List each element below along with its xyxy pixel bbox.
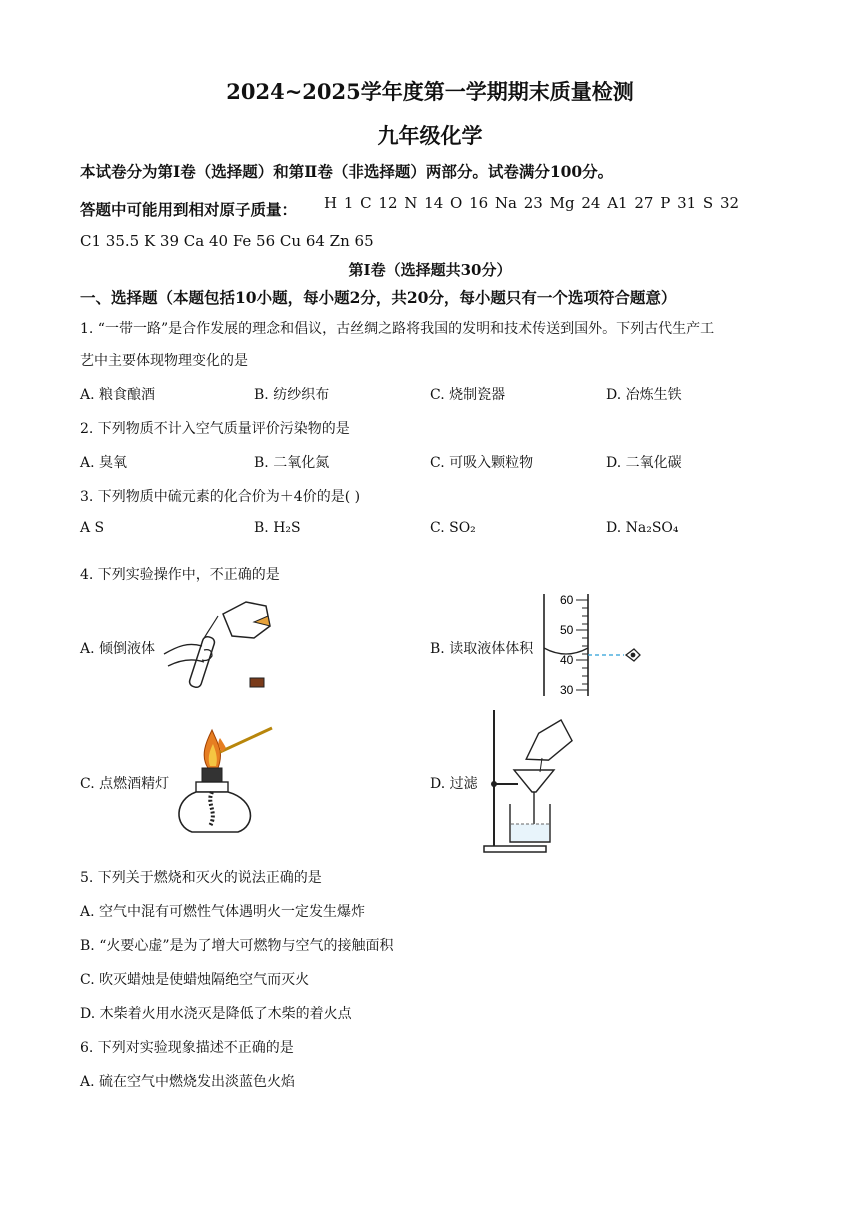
q3-option-a: A S	[80, 520, 105, 536]
q4-stem: 4. 下列实验操作中，不正确的是	[80, 567, 280, 583]
tick-label: 30	[560, 683, 574, 697]
q5-stem: 5. 下列关于燃烧和灭火的说法正确的是	[80, 870, 322, 886]
q2-option-b: B. 二氧化氮	[254, 455, 330, 471]
q4-option-c: C. 点燃酒精灯	[80, 776, 170, 792]
tick-label: 50	[560, 623, 574, 637]
q6-stem: 6. 下列对实验现象描述不正确的是	[80, 1040, 294, 1056]
alcohol-lamp-figure	[172, 722, 278, 838]
q5-option-c: C. 吹灭蜡烛是使蜡烛隔绝空气而灭火	[80, 972, 310, 988]
q2-option-d: D. 二氧化碳	[606, 455, 682, 471]
tick-label: 60	[560, 593, 574, 607]
q1-option-a: A. 粮食酿酒	[80, 387, 156, 403]
q1-stem-line1: 1. “一带一路”是合作发展的理念和倡议，古丝绸之路将我国的发明和技术传送到国外。下列古代生产工	[80, 321, 715, 337]
pouring-liquid-figure	[158, 596, 278, 696]
q1-option-c: C. 烧制瓷器	[430, 387, 506, 403]
q2-stem: 2. 下列物质不计入空气质量评价污染物的是	[80, 421, 350, 437]
graduated-cylinder-figure	[530, 590, 650, 698]
exam-title: 2024~2025学年度第一学期期末质量检测	[226, 79, 634, 104]
q4-option-a: A. 倾倒液体	[80, 641, 156, 657]
q4-option-d: D. 过滤	[430, 776, 478, 792]
filtration-figure	[480, 708, 590, 856]
q1-option-b: B. 纺纱织布	[254, 387, 330, 403]
tick-label: 40	[560, 653, 574, 667]
exam-subtitle: 九年级化学	[377, 123, 483, 148]
q3-option-c: C. SO₂	[430, 520, 476, 536]
q1-stem-line2: 艺中主要体现物理变化的是	[80, 353, 248, 369]
atomic-mass-line2: C1 35.5 K 39 Ca 40 Fe 56 Cu 64 Zn 65	[80, 232, 374, 250]
q5-option-b: B. “火要心虚”是为了增大可燃物与空气的接触面积	[80, 938, 394, 954]
q6-option-a: A. 硫在空气中燃烧发出淡蓝色火焰	[80, 1074, 296, 1090]
q1-option-d: D. 冶炼生铁	[606, 387, 682, 403]
q2-option-c: C. 可吸入颗粒物	[430, 455, 534, 471]
q3-stem: 3. 下列物质中硫元素的化合价为＋4价的是( )	[80, 489, 361, 505]
atomic-mass-line1: H 1 C 12 N 14 O 16 Na 23 Mg 24 A1 27 P 31 S 32	[324, 194, 740, 212]
exam-intro: 本试卷分为第Ⅰ卷（选择题）和第Ⅱ卷（非选择题）两部分。试卷满分100分。	[80, 162, 614, 181]
q3-option-b: B. H₂S	[254, 520, 301, 536]
q5-option-d: D. 木柴着火用水浇灭是降低了木柴的着火点	[80, 1006, 352, 1022]
q2-option-a: A. 臭氧	[80, 455, 128, 471]
part1-heading: 第Ⅰ卷（选择题共30分）	[348, 261, 512, 279]
section1-heading: 一、选择题（本题包括10小题，每小题2分，共20分，每小题只有一个选项符合题意）	[80, 288, 677, 307]
q5-option-a: A. 空气中混有可燃性气体遇明火一定发生爆炸	[80, 904, 366, 920]
q3-option-d: D. Na₂SO₄	[606, 520, 679, 536]
atomic-mass-label: 答题中可能用到相对原子质量：	[80, 200, 298, 219]
q4-option-b: B. 读取液体体积	[430, 641, 534, 657]
